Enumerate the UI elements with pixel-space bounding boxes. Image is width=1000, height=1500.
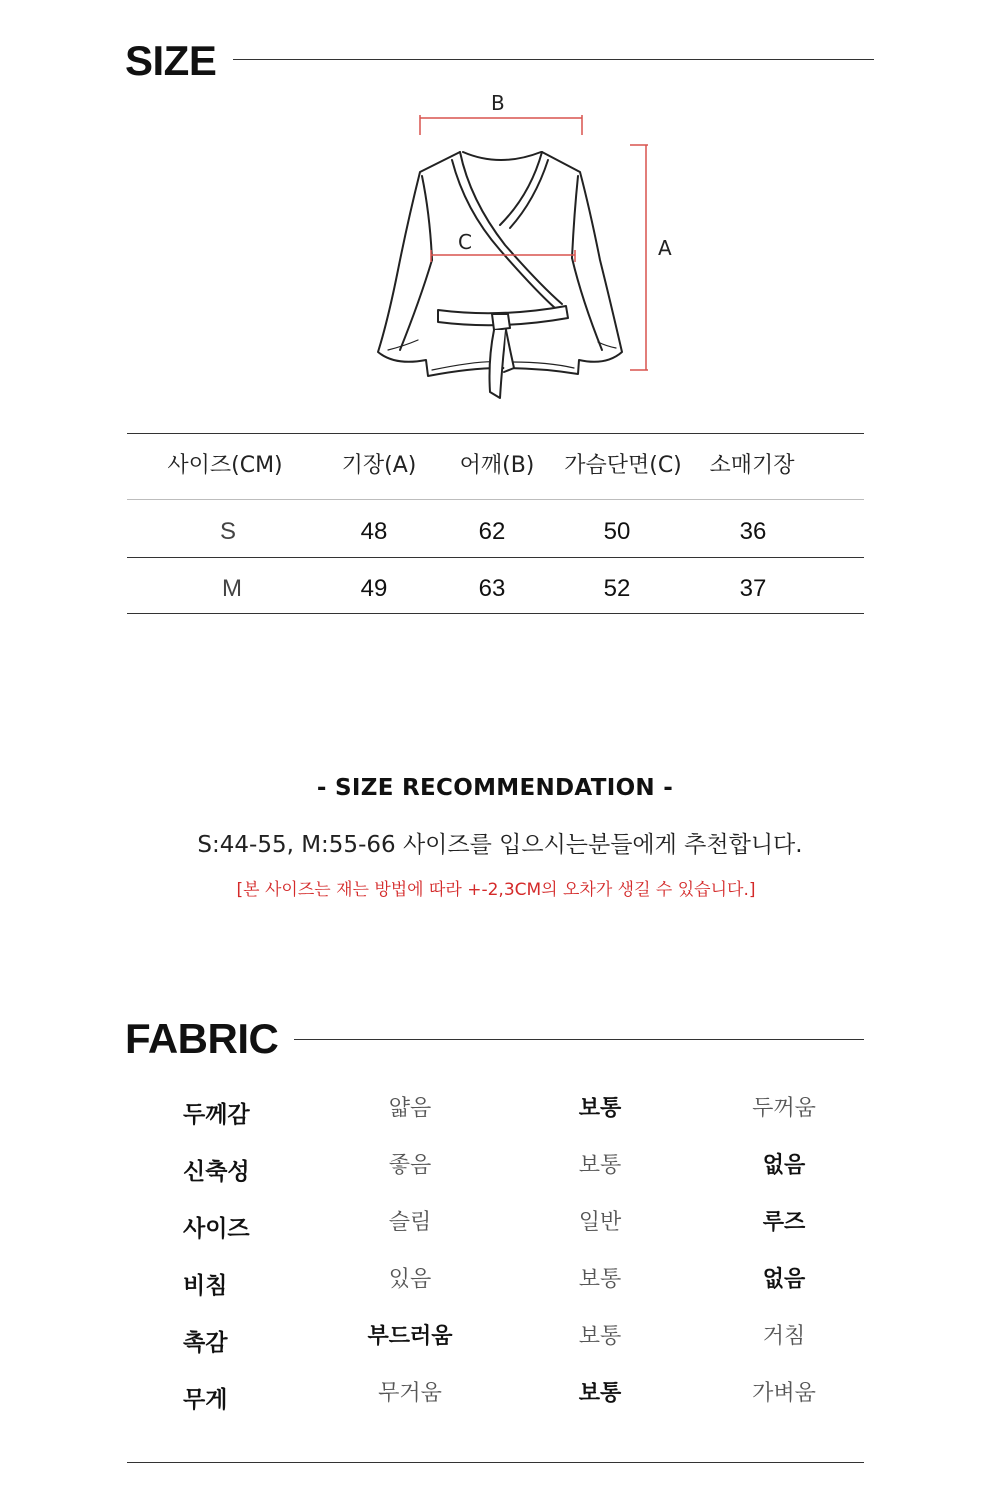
fabric-option: 있음 [388, 1267, 432, 1292]
size-title-rule [233, 59, 874, 60]
fabric-option: 슬림 [388, 1210, 432, 1235]
fabric-option-selected: 없음 [762, 1153, 806, 1178]
measure-label-c: C [458, 230, 472, 254]
size-recommendation-title: - SIZE RECOMMENDATION - [316, 775, 674, 801]
fabric-attribute-label: 무게 [183, 1387, 228, 1413]
size-table-cell: S [219, 518, 237, 545]
garment-size-diagram [360, 85, 680, 405]
fabric-option-selected: 보통 [578, 1096, 622, 1121]
size-table-cell: 63 [478, 575, 506, 602]
size-table-bottom-rule [127, 613, 864, 614]
size-table-top-rule [127, 433, 864, 434]
fabric-option-selected: 루즈 [762, 1210, 806, 1235]
fabric-option: 좋음 [388, 1153, 432, 1178]
size-measurement-note: [본 사이즈는 재는 방법에 따라 +-2,3CM의 오차가 생길 수 있습니다.] [236, 880, 756, 900]
fabric-option: 얇음 [388, 1096, 432, 1121]
fabric-attribute-label: 신축성 [183, 1159, 250, 1185]
fabric-option: 보통 [578, 1153, 622, 1178]
fabric-option: 보통 [578, 1267, 622, 1292]
fabric-attribute-label: 사이즈 [183, 1216, 250, 1242]
fabric-attribute-label: 비침 [183, 1273, 228, 1299]
fabric-option: 보통 [578, 1324, 622, 1349]
fabric-attribute-label: 촉감 [183, 1330, 228, 1356]
fabric-option-selected: 보통 [578, 1381, 622, 1406]
measure-label-b: B [491, 91, 505, 115]
size-table-header: 기장(A) [341, 453, 417, 478]
size-table-cell: 62 [478, 518, 506, 545]
fabric-option: 일반 [578, 1210, 622, 1235]
size-table-cell: 48 [360, 518, 388, 545]
fabric-option: 두꺼움 [752, 1096, 816, 1121]
size-recommendation-text: S:44-55, M:55-66 사이즈를 입으시는분들에게 추천합니다. [197, 832, 803, 858]
fabric-attribute-label: 두께감 [183, 1102, 250, 1128]
fabric-section-title: FABRIC [125, 1015, 279, 1062]
fabric-option: 가벼움 [752, 1381, 816, 1406]
size-table-header: 가슴단면(C) [564, 453, 682, 478]
fabric-option-selected: 없음 [762, 1267, 806, 1292]
size-table-cell: 50 [603, 518, 631, 545]
size-table-cell: 52 [603, 575, 631, 602]
fabric-title-rule [294, 1039, 864, 1040]
size-table-cell: 49 [360, 575, 388, 602]
size-table-cell: 36 [739, 518, 767, 545]
size-table-cell: 37 [739, 575, 767, 602]
size-table-header: 사이즈(CM) [167, 453, 283, 478]
size-table-cell: M [222, 575, 242, 602]
size-table-header: 어깨(B) [459, 453, 535, 478]
fabric-option: 무거움 [378, 1381, 442, 1406]
size-section-title: SIZE [125, 37, 217, 84]
size-table-header: 소매기장 [709, 453, 795, 478]
fabric-option-selected: 부드러움 [367, 1324, 453, 1349]
measure-label-a: A [658, 236, 672, 260]
fabric-bottom-rule [127, 1462, 864, 1463]
size-table-header-rule [127, 499, 864, 500]
fabric-option: 거침 [762, 1324, 806, 1349]
size-table-row-rule [127, 557, 864, 558]
